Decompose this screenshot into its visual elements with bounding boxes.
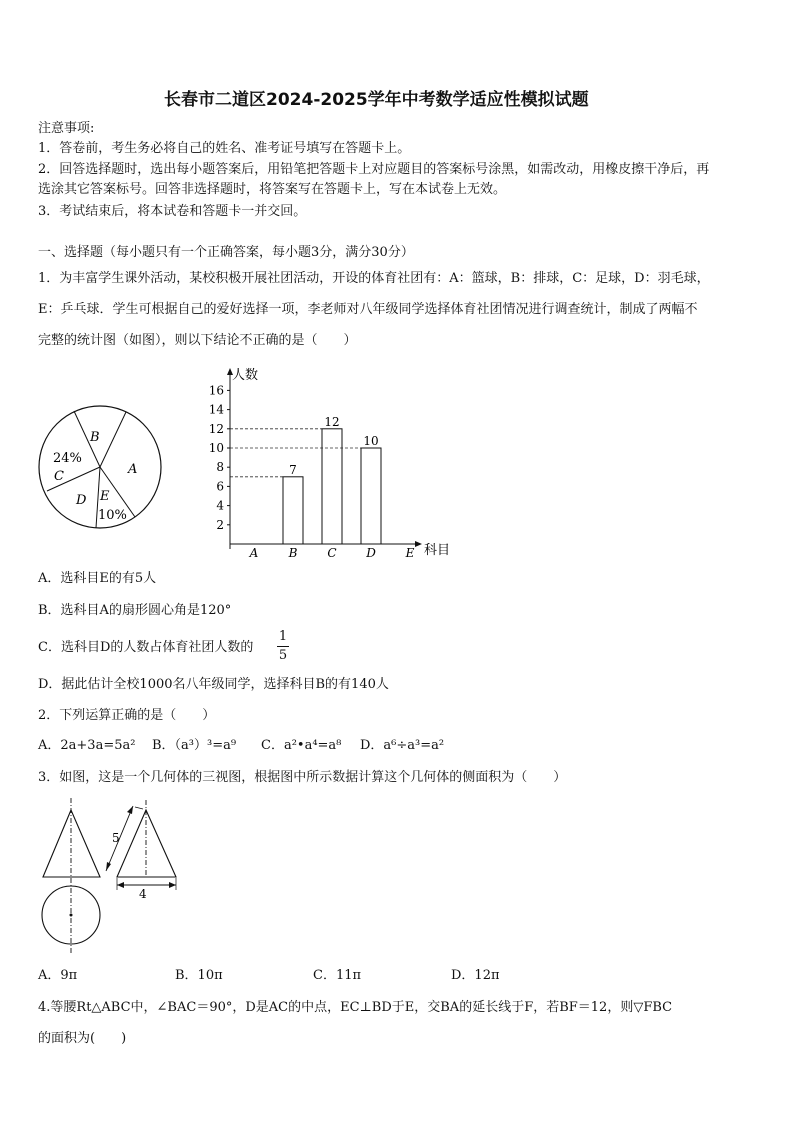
q1-option-a: A．选科目E的有5人 xyxy=(38,571,157,586)
y-tick-label-14: 14 xyxy=(208,402,224,417)
y-tick-label-4: 4 xyxy=(216,498,224,513)
q1-option-c-fraction xyxy=(277,629,289,664)
q4-stem-line-1: 4.等腰Rt△ABC中，∠BAC＝90°，D是AC的中点，EC⊥BD于E，交BA的延长线于F，若BF＝12，则▽FBC xyxy=(38,1000,673,1015)
slant-arrow-bottom xyxy=(106,862,111,871)
base-dimension-label: 4 xyxy=(139,887,147,901)
pie-label-d: D xyxy=(76,493,87,508)
q4-stem-line-2: 的面积为( ) xyxy=(38,1031,127,1046)
fraction-numerator: 1 xyxy=(278,629,288,644)
base-arrow-right xyxy=(169,882,176,888)
q2-stem: 2．下列运算正确的是（ ） xyxy=(38,708,216,723)
q1-stem-line-1: 1．为丰富学生课外活动，某校积极开展社团活动，开设的体育社团有：A：篮球，B：排球，C：足球，D：羽毛球， xyxy=(38,271,710,286)
x-tick-label-c: C xyxy=(327,546,337,560)
q2-option-b: B．（a³）³=a⁹ xyxy=(152,738,237,753)
slant-arrow-top xyxy=(127,806,133,814)
notice-item-1: 1．答卷前，考生务必将自己的姓名、准考证号填写在答题卡上。 xyxy=(38,141,411,156)
fraction-denominator: 5 xyxy=(278,648,288,663)
x-tick-label-d: D xyxy=(366,546,376,560)
front-view-triangle xyxy=(43,810,100,877)
notice-item-3: 3．考试结束后，将本试卷和答题卡一并交回。 xyxy=(38,204,307,219)
q1-stem-line-3: 完整的统计图（如图），则以下结论不正确的是（ ） xyxy=(38,333,357,348)
q3-option-b: B．10π xyxy=(175,968,223,983)
bar-chart xyxy=(196,364,456,560)
pie-label-c: C xyxy=(54,469,64,484)
bar-d xyxy=(361,448,381,544)
x-tick-label-b: B xyxy=(288,546,298,560)
data-label-d: 10 xyxy=(363,434,379,448)
pie-label-a: A xyxy=(128,462,138,477)
x-axis-label: 科目 xyxy=(424,543,451,558)
x-tick-label-a: A xyxy=(249,546,259,560)
y-tick-label-2: 2 xyxy=(216,517,224,532)
y-tick-label-8: 8 xyxy=(216,460,224,475)
y-tick-label-6: 6 xyxy=(216,479,224,494)
page-title: 长春市二道区2024-2025学年中考数学适应性模拟试题 xyxy=(164,90,589,110)
three-view-figure xyxy=(36,796,196,956)
pie-label-c-percent: 24% xyxy=(53,451,82,466)
q2-option-d: D．a⁶÷a³=a² xyxy=(360,738,445,753)
q2-option-c: C．a²•a⁴=a⁸ xyxy=(261,738,342,753)
q3-option-d: D．12π xyxy=(451,968,500,983)
side-view-triangle xyxy=(117,810,176,877)
notice-heading: 注意事项: xyxy=(38,121,95,136)
slant-extension-top xyxy=(135,807,143,809)
section-heading: 一、选择题（每小题只有一个正确答案，每小题3分，满分30分） xyxy=(38,245,414,260)
bar-b xyxy=(283,477,303,544)
pie-label-e: E xyxy=(100,489,110,504)
notice-item-2: 2．回答选择题时，选出每小题答案后，用铅笔把答题卡上对应题目的答案标号涂黑，如需改动，用橡皮擦干净后，再 xyxy=(38,162,710,177)
q1-option-b: B．选科目A的扇形圆心角是120° xyxy=(38,603,232,618)
slant-dimension-label: 5 xyxy=(112,831,120,845)
y-tick-label-10: 10 xyxy=(208,441,224,455)
pie-divider-upper-right xyxy=(100,412,126,467)
data-label-b: 7 xyxy=(289,462,297,477)
x-tick-label-e: E xyxy=(405,546,415,560)
x-axis-arrow xyxy=(415,541,422,547)
pie-label-b: B xyxy=(90,430,100,445)
q1-option-c: C．选科目D的人数占体育社团人数的 xyxy=(38,640,254,655)
y-tick-label-16: 16 xyxy=(208,383,224,398)
bar-c xyxy=(322,429,342,544)
top-view-center xyxy=(70,914,73,917)
y-tick-label-12: 12 xyxy=(208,421,224,436)
data-label-c: 12 xyxy=(324,414,340,429)
base-arrow-left xyxy=(117,882,124,888)
notice-item-2-cont: 选涂其它答案标号。回答非选择题时，将答案写在答题卡上，写在本试卷上无效。 xyxy=(38,182,507,197)
pie-chart xyxy=(34,396,168,538)
q3-option-c: C．11π xyxy=(313,968,362,983)
q1-option-d: D．据此估计全校1000名八年级同学，选择科目B的有140人 xyxy=(38,677,389,692)
fraction-bar xyxy=(277,646,289,647)
pie-label-e-percent: 10% xyxy=(98,508,127,523)
q3-stem: 3．如图，这是一个几何体的三视图，根据图中所示数据计算这个几何体的侧面积为（ ） xyxy=(38,770,567,785)
q1-stem-line-2: E：乒乓球．学生可根据自己的爱好选择一项，李老师对八年级同学选择体育社团情况进行调查统计，制成了两幅不 xyxy=(38,302,698,317)
y-axis-label: 人数 xyxy=(232,368,259,383)
q2-option-a: A．2a+3a=5a² xyxy=(38,738,136,753)
q3-option-a: A．9π xyxy=(38,968,78,983)
